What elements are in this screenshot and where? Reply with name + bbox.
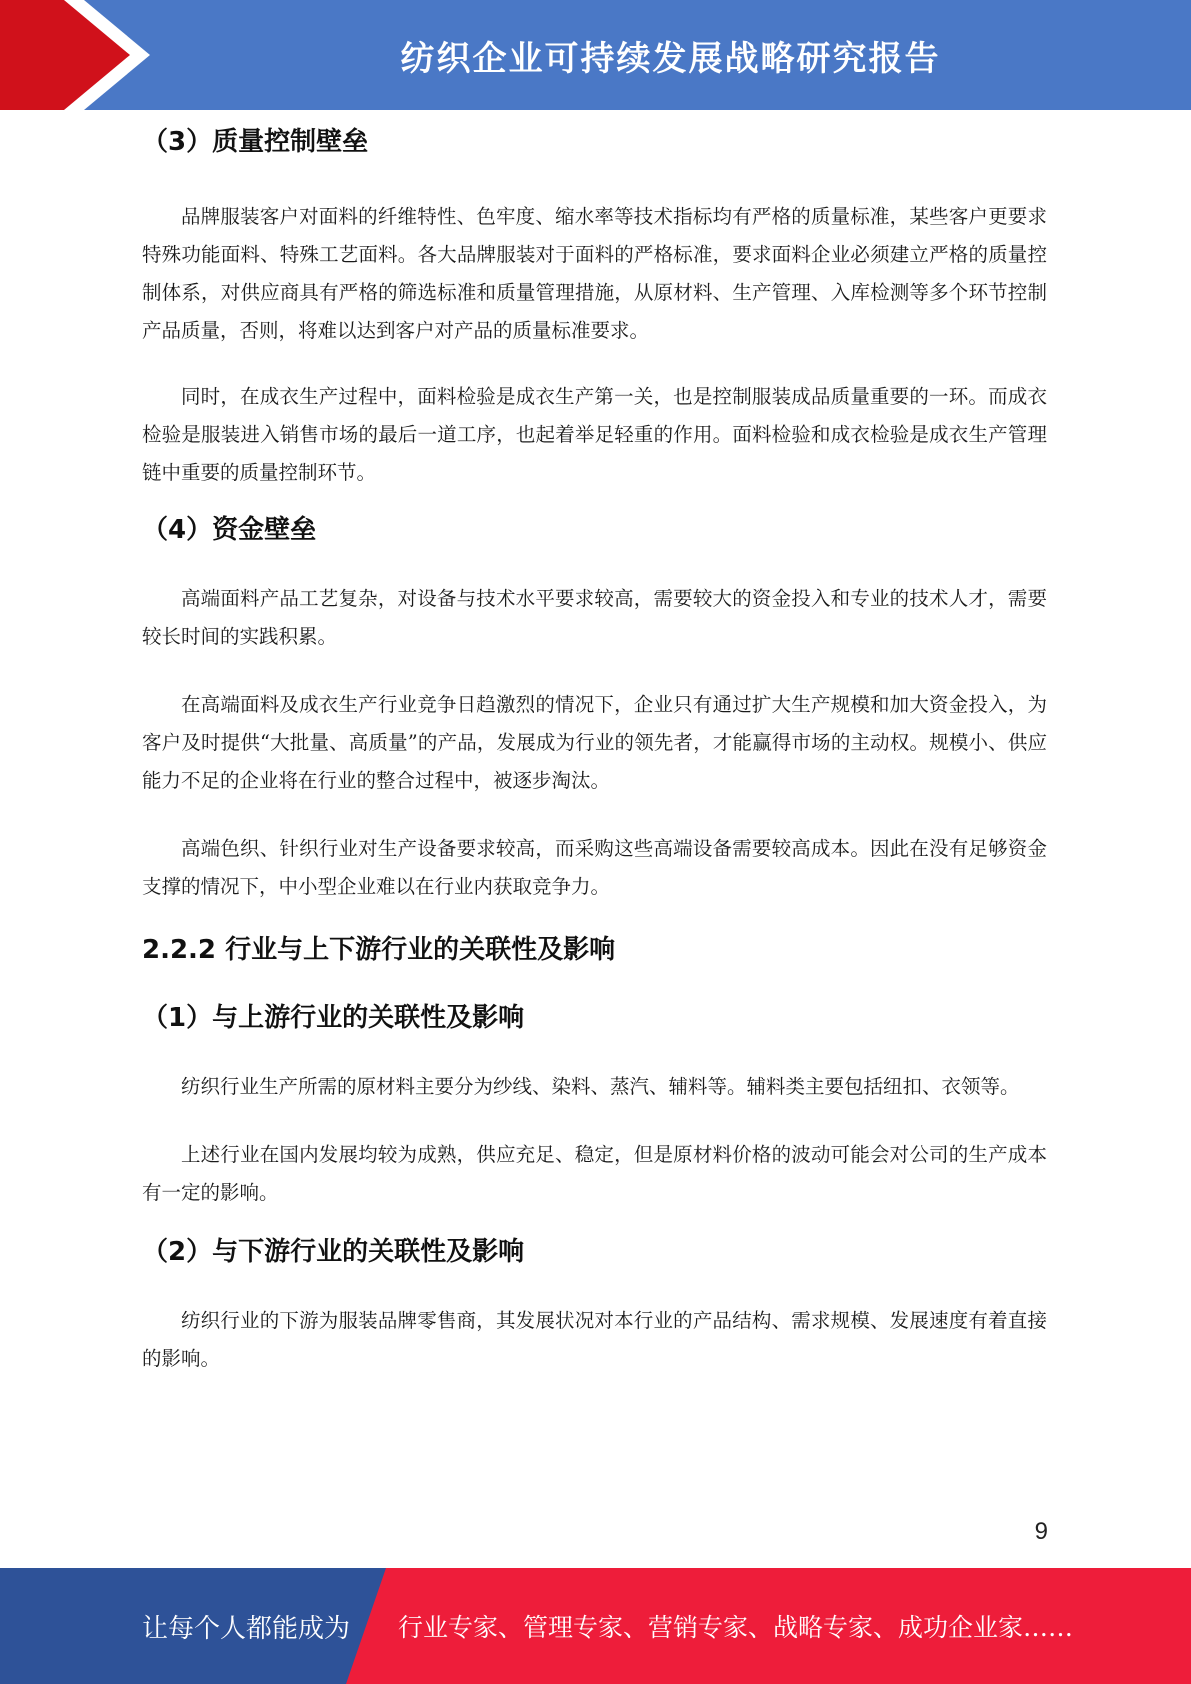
page-footer [0, 1568, 1191, 1684]
paragraph-downstream-1: 纺织行业的下游为服装品牌零售商，其发展状况对本行业的产品结构、需求规模、发展速度有着直接的影响。 [142, 1309, 1047, 1370]
paragraph-upstream-1: 纺织行业生产所需的原材料主要分为纱线、染料、蒸汽、辅料等。辅料类主要包括纽扣、衣领等。 [181, 1075, 1020, 1098]
paragraph-quality-1: 品牌服装客户对面料的纤维特性、色牢度、缩水率等技术指标均有严格的质量标准，某些客户更要求特殊功能面料、特殊工艺面料。各大品牌服装对于面料的严格标准，要求面料企业必须建立严格的质量控制体系，对供应商具有严格的筛选标准和质量管理措施，从原材料、生产管理、入库检测等多个环节控制产品质量，否则，将难以达到客户对产品的质量标准要求。 [142, 205, 1047, 342]
paragraph-quality-2: 同时，在成衣生产过程中，面料检验是成衣生产第一关，也是控制服装成品质量重要的一环。而成衣检验是服装进入销售市场的最后一道工序，也起着举足轻重的作用。面料检验和成衣检验是成衣生产管理链中重要的质量控制环节。 [142, 385, 1047, 484]
page-header [0, 0, 1191, 110]
footer-slogan-right: 行业专家、管理专家、营销专家、战略专家、成功企业家…… [398, 1613, 1074, 1642]
report-title: 纺织企业可持续发展战略研究报告 [400, 38, 941, 79]
paragraph-upstream-2: 上述行业在国内发展均较为成熟，供应充足、稳定，但是原材料价格的波动可能会对公司的生产成本有一定的影响。 [142, 1143, 1047, 1204]
header-arrow-decoration [0, 0, 142, 110]
section-heading-2-2-2: 2.2.2 行业与上下游行业的关联性及影响 [142, 935, 616, 965]
paragraph-capital-3: 高端色织、针织行业对生产设备要求较高，而采购这些高端设备需要较高成本。因此在没有足够资金支撑的情况下，中小型企业难以在行业内获取竞争力。 [142, 837, 1047, 898]
paragraph-capital-2: 在高端面料及成衣生产行业竞争日趋激烈的情况下，企业只有通过扩大生产规模和加大资金投入，为客户及时提供“大批量、高质量”的产品，发展成为行业的领先者，才能赢得市场的主动权。规模小、供应能力不足的企业将在行业的整合过程中，被逐步淘汰。 [142, 693, 1047, 792]
page-content [142, 110, 1047, 1378]
section-heading-downstream: （2）与下游行业的关联性及影响 [142, 1237, 525, 1267]
section-heading-upstream: （1）与上游行业的关联性及影响 [142, 1003, 525, 1033]
section-heading-quality-barrier: （3）质量控制壁垒 [142, 127, 369, 157]
section-heading-capital-barrier: （4）资金壁垒 [142, 515, 317, 545]
paragraph-capital-1: 高端面料产品工艺复杂，对设备与技术水平要求较高，需要较大的资金投入和专业的技术人才，需要较长时间的实践积累。 [142, 587, 1047, 648]
page-number: 9 [1034, 1518, 1048, 1545]
footer-slogan-left: 让每个人都能成为 [142, 1613, 351, 1644]
